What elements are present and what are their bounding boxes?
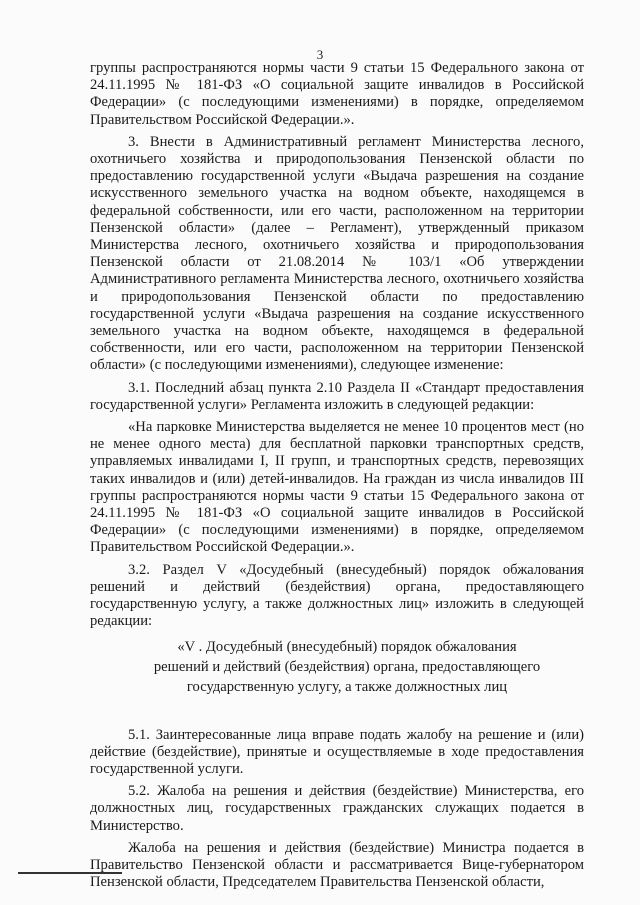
section-heading <box>110 637 584 697</box>
footnote-divider <box>18 872 122 874</box>
paragraph-continuation: группы распространяются нормы части 9 статьи 15 Федерального закона от 24.11.1995 № 181-ФЗ «О социальной защите инвалидов в Российской Федерации» (с последующими изменениями) в порядке, определяемом Правительством Российской Федерации.». <box>90 60 584 128</box>
paragraph-item-5-1: 5.1. Заинтересованные лица вправе подать жалобу на решение и (или) действие (бездействие), принятые и осуществляемые в ходе предоставления государственной услуги. <box>90 726 584 777</box>
paragraph-item-5-2: 5.2. Жалоба на решения и действия (бездействие) Министерства, его должностных лиц, государственных гражданских служащих подается в Министерство. <box>90 783 584 834</box>
paragraph-item-3-1: 3.1. Последний абзац пункта 2.10 Раздела II «Стандарт предоставления государственной услуги» Регламента изложить в следующей редакции: <box>90 379 584 413</box>
page-number: 3 <box>316 47 324 62</box>
paragraph-item-3-2: 3.2. Раздел V «Досудебный (внесудебный) порядок обжалования решений и действий (бездействия) органа, предоставляющего государственную услугу, а также должностных лиц» изложить в следующей редакции: <box>90 561 584 630</box>
paragraph-complaint-minister: Жалоба на решения и действия (бездействие) Министра подается в Правительство Пензенской области и рассматривается Вице-губернатором Пензенской области, Председателем Правительства Пензенской области, <box>90 839 584 891</box>
document-body <box>90 60 584 891</box>
section-heading-line: решений и действий (бездействия) органа, предоставляющего <box>153 658 541 675</box>
section-heading-line: «V . Досудебный (внесудебный) порядок обжалования <box>177 638 517 655</box>
section-heading-line: государственную услугу, а также должностных лиц <box>186 678 508 695</box>
paragraph-item-3: 3. Внести в Административный регламент Министерства лесного, охотничьего хозяйства и природопользования Пензенской области по предоставлению государственной услуги «Выдача разрешения на создание искусственного земельного участка на водном объекте, находящемся в федеральной собственности, или его части, расположенном на территории Пензенской области» (далее – Регламент), утвержденный приказом Министерства лесного, охотничьего хозяйства и природопользования Пензенской области от 21.08.2014 № 103/1 «Об утверждении Административного регламента Министерства лесного, охотничьего хозяйства и природопользования Пензенской области по предоставлению государственной услуги «Выдача разрешения на создание искусственного земельного участка на водном объекте, находящемся в федеральной собственности, или его части, расположенном на территории Пензенской области» (с последующими изменениями), следующее изменение: <box>90 133 584 374</box>
paragraph-quoted-text: «На парковке Министерства выделяется не менее 10 процентов мест (но не менее одного места) для бесплатной парковки транспортных средств, управляемых инвалидами I, II групп, и транспортных средств, перевозящих таких инвалидов и (или) детей-инвалидов. На граждан из числа инвалидов III группы распространяются нормы части 9 статьи 15 Федерального закона от 24.11.1995 № 181-ФЗ «О социальной защите инвалидов в Российской Федерации» (с последующими изменениями) в порядке, определяемом Правительством Российской Федерации.». <box>90 419 584 556</box>
